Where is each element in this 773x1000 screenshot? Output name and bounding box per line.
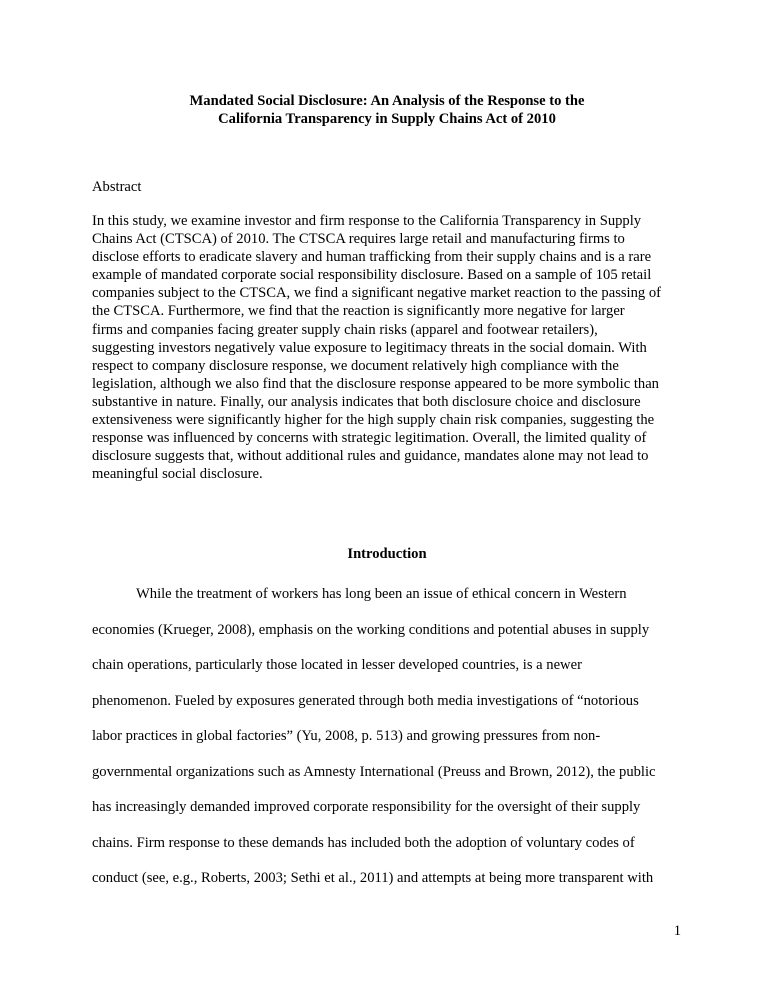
abstract-line: suggesting investors negatively value exposure to legitimacy threats in the social domain. With	[92, 339, 647, 356]
abstract-line: legislation, although we also find that the disclosure response appeared to be more symbolic than	[92, 375, 659, 392]
abstract-line: disclose efforts to eradicate slavery and human trafficking from their supply chains and is a rare	[92, 249, 652, 266]
title-line-1: Mandated Social Disclosure: An Analysis of the Response to the	[189, 93, 585, 109]
abstract-line: substantive in nature. Finally, our analysis indicates that both disclosure choice and disclosure	[92, 393, 641, 410]
body-line: chains. Firm response to these demands has included both the adoption of voluntary codes of	[92, 834, 635, 851]
body-line: conduct (see, e.g., Roberts, 2003; Sethi et al., 2011) and attempts at being more transparent with	[92, 870, 654, 886]
abstract-line: firms and companies facing greater supply chain risks (apparel and footwear retailers),	[92, 321, 598, 338]
page-number: 1	[673, 923, 681, 939]
abstract-line: companies subject to the CTSCA, we find a significant negative market reaction to the passing of	[92, 285, 662, 302]
abstract-line: response was influenced by concerns with strategic legitimation. Overall, the limited quality of	[92, 430, 647, 447]
title-line-2: California Transparency in Supply Chains Act of 2010	[218, 111, 556, 127]
abstract-line: example of mandated corporate social responsibility disclosure. Based on a sample of 105 retail	[92, 267, 652, 284]
paper-title	[92, 92, 682, 128]
body-line: labor practices in global factories” (Yu, 2008, p. 513) and growing pressures from non-	[92, 728, 601, 744]
abstract-line: extensiveness were significantly higher for the high supply chain risk companies, suggesting the	[92, 412, 655, 429]
body-line: chain operations, particularly those located in lesser developed countries, is a newer	[92, 657, 582, 673]
body-line: economies (Krueger, 2008), emphasis on the working conditions and potential abuses in supply	[92, 621, 650, 638]
abstract-line: disclosure suggests that, without additional rules and guidance, mandates alone may not lead to	[92, 448, 649, 465]
abstract-line: meaningful social disclosure.	[92, 466, 263, 483]
body-line: While the treatment of workers has long been an issue of ethical concern in Western	[136, 586, 627, 602]
introduction-paragraph	[92, 577, 686, 897]
body-line: governmental organizations such as Amnesty International (Preuss and Brown, 2012), the public	[92, 763, 656, 780]
abstract-line: the CTSCA. Furthermore, we find that the reaction is significantly more negative for larger	[92, 303, 625, 320]
body-line: has increasingly demanded improved corporate responsibility for the oversight of their supply	[92, 799, 641, 815]
abstract-line: In this study, we examine investor and firm response to the California Transparency in Supply	[92, 213, 642, 229]
abstract-line: Chains Act (CTSCA) of 2010. The CTSCA requires large retail and manufacturing firms to	[92, 231, 625, 248]
introduction-heading: Introduction	[347, 546, 427, 562]
abstract-heading: Abstract	[92, 179, 142, 195]
abstract-paragraph	[92, 212, 686, 483]
body-line: phenomenon. Fueled by exposures generated through both media investigations of “notorious	[92, 692, 639, 709]
abstract-line: respect to company disclosure response, we document relatively high compliance with the	[92, 357, 619, 374]
